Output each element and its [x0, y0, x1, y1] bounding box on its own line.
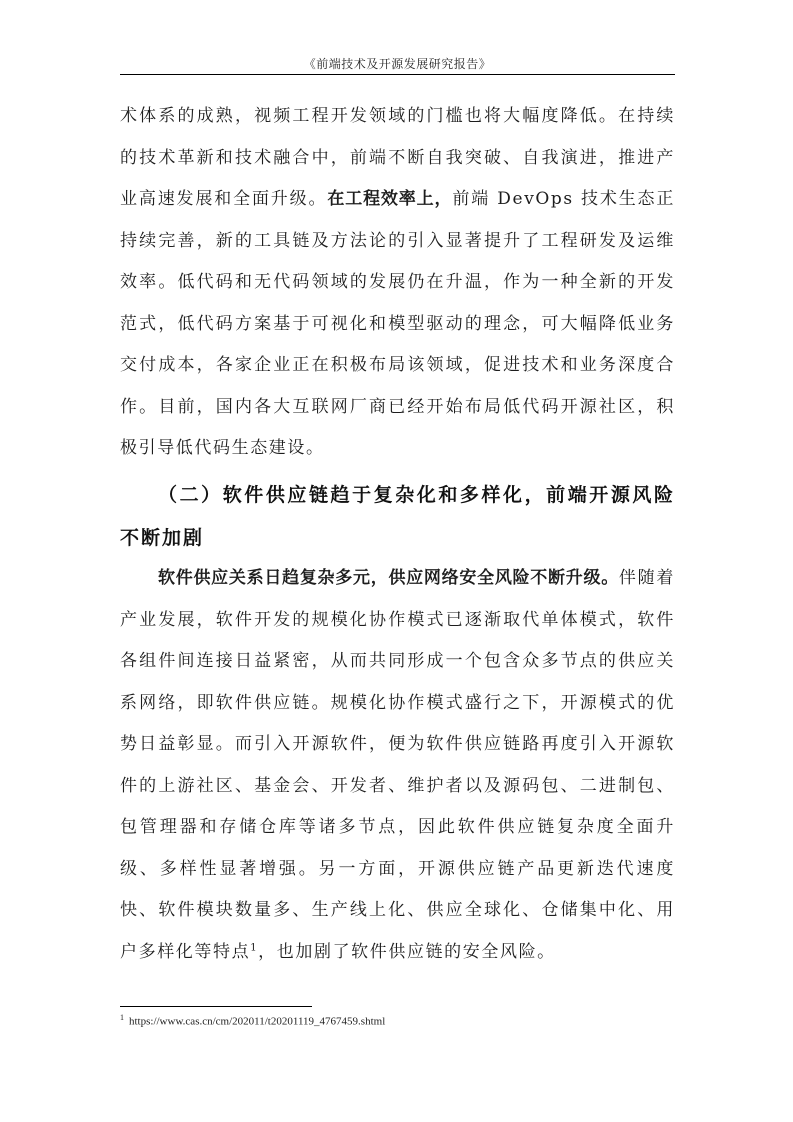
paragraph-2-bold-lead: 软件供应关系日趋复杂多元，供应网络安全风险不断升级。: [158, 568, 619, 588]
paragraph-1-text-a: 术体系的成熟，视频工程开发领域的门槛也将大幅度降低。在持续的技术革新和技术融合中，前端不断自我突破、自我演进，推进产业高速发展和全面升级。: [120, 106, 675, 209]
body-paragraph-1: [120, 96, 675, 470]
body-paragraph-2: [120, 558, 675, 973]
header-rule: [120, 74, 675, 75]
footnote: [120, 1013, 385, 1028]
running-header: 《前端技术及开源发展研究报告》: [303, 57, 492, 71]
footnote-rule: [120, 1006, 312, 1007]
paragraph-2-text-a: 伴随着产业发展，软件开发的规模化协作模式已逐渐取代单体模式，软件各组件间连接日益紧密，从而共同形成一个包含众多节点的供应关系网络，即软件供应链。规模化协作模式盛行之下，开源模式的优势日益彰显。而引入开源软件，便为软件供应链路再度引入开源软件的上游社区、基金会、开发者、维护者以及源码包、二进制包、包管理器和存储仓库等诸多节点，因此软件供应链复杂度全面升级、多样性显著增强。另一方面，开源供应链产品更新迭代速度快、软件模块数量多、生产线上化、供应全球化、仓储集中化、用户多样化等特点: [120, 568, 675, 962]
paragraph-2-text-b: ，也加剧了软件供应链的安全风险。: [258, 941, 556, 962]
footnote-link[interactable]: https://www.cas.cn/cm/202011/t20201119_4767459.shtml: [129, 1015, 386, 1028]
footnote-reference: 1: [250, 941, 259, 953]
footnote-mark: 1: [120, 1013, 124, 1022]
paragraph-1-text-b: 前端 DevOps 技术生态正持续完善，新的工具链及方法论的引入显著提升了工程研发及运维效率。低代码和无代码领域的发展仍在升温，作为一种全新的开发范式，低代码方案基于可视化和模型驱动的理念，可大幅降低业务交付成本，各家企业正在积极布局该领域，促进技术和业务深度合作。目前，国内各大互联网厂商已经开始布局低代码开源社区，积极引导低代码生态建设。: [120, 189, 675, 458]
section-heading: （二）软件供应链趋于复杂化和多样化，前端开源风险不断加剧: [120, 484, 675, 549]
paragraph-1-bold-lead: 在工程效率上，: [327, 189, 453, 209]
